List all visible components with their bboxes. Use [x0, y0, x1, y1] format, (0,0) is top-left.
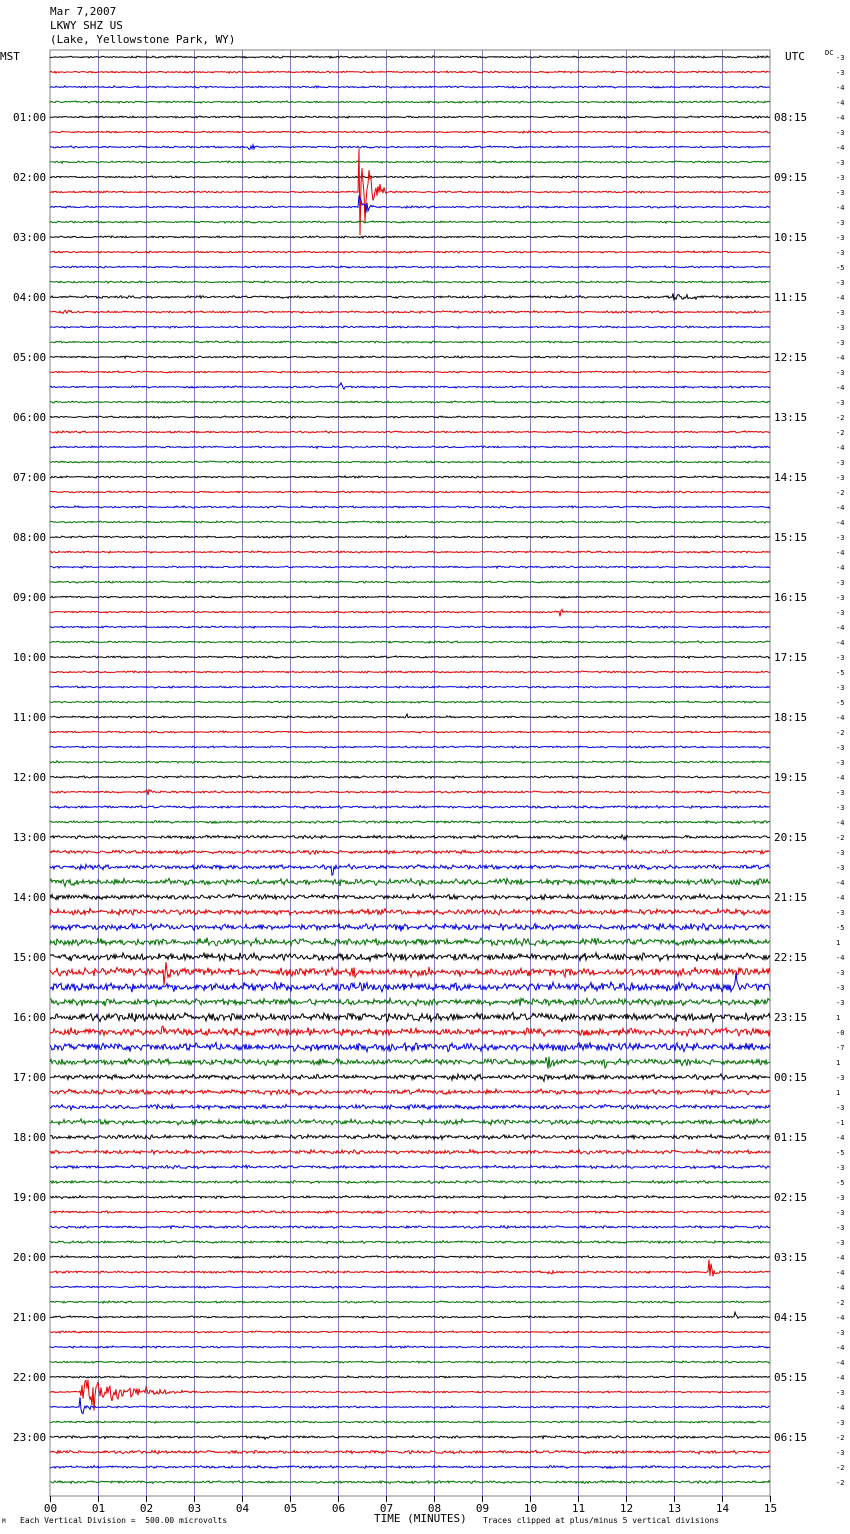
- trace-row-83: [50, 1301, 770, 1303]
- dc-offset-row-77: -3: [836, 1209, 845, 1217]
- utc-label-12: 19:15: [774, 771, 808, 784]
- dc-offset-row-40: -3: [836, 654, 845, 662]
- dc-offset-row-76: -3: [836, 1194, 845, 1202]
- trace-row-64: [50, 1013, 770, 1022]
- utc-label-20: 03:15: [774, 1251, 808, 1264]
- dc-label: DC: [825, 49, 834, 57]
- dc-offset-row-53: -3: [836, 849, 845, 857]
- utc-label-16: 23:15: [774, 1011, 808, 1024]
- trace-row-5: [50, 131, 770, 133]
- dc-offset-row-66: -7: [836, 1044, 845, 1052]
- dc-offset-row-2: -4: [836, 84, 845, 92]
- trace-row-20: [50, 356, 770, 358]
- trace-row-13: [50, 251, 770, 253]
- dc-offset-row-14: -5: [836, 264, 845, 272]
- dc-offset-row-29: -2: [836, 489, 845, 497]
- trace-row-91: [50, 1421, 770, 1423]
- dc-offset-row-65: -0: [836, 1029, 845, 1037]
- x-tick-label-12: 12: [619, 1502, 634, 1515]
- dc-offset-row-62: -3: [836, 984, 845, 992]
- mst-label-21: 21:00: [13, 1311, 47, 1324]
- trace-row-94: [50, 1466, 770, 1469]
- trace-row-57: [50, 909, 770, 916]
- utc-label-4: 11:15: [774, 291, 808, 304]
- dc-offset-row-49: -3: [836, 789, 845, 797]
- trace-row-23: [50, 401, 770, 403]
- trace-row-73: [50, 1150, 770, 1155]
- dc-offset-row-45: -2: [836, 729, 845, 737]
- utc-label-9: 16:15: [774, 591, 808, 604]
- utc-label-19: 02:15: [774, 1191, 808, 1204]
- dc-offset-row-24: -2: [836, 414, 845, 422]
- trace-row-52: [50, 835, 770, 840]
- dc-offset-row-64: 1: [836, 1014, 841, 1022]
- trace-row-55: [50, 878, 770, 886]
- mst-label-14: 14:00: [13, 891, 47, 904]
- trace-row-56: [50, 894, 770, 900]
- dc-offset-row-36: -3: [836, 594, 845, 602]
- trace-row-11: [50, 221, 770, 223]
- trace-row-43: [50, 701, 770, 703]
- dc-offset-row-23: -3: [836, 399, 845, 407]
- dc-offset-row-67: 1: [836, 1059, 841, 1067]
- trace-row-74: [50, 1165, 770, 1169]
- dc-offset-row-22: -4: [836, 384, 845, 392]
- mst-label-15: 15:00: [13, 951, 47, 964]
- trace-row-39: [50, 641, 770, 643]
- x-tick-label-13: 13: [667, 1502, 682, 1515]
- dc-offset-row-87: -4: [836, 1359, 845, 1367]
- dc-offset-row-46: -3: [836, 744, 845, 752]
- trace-row-89: [50, 1380, 770, 1411]
- dc-offset-row-73: -5: [836, 1149, 845, 1157]
- dc-offset-row-54: -3: [836, 864, 845, 872]
- mst-label-7: 07:00: [13, 471, 47, 484]
- trace-row-24: [50, 416, 770, 418]
- dc-offset-row-50: -3: [836, 804, 845, 812]
- dc-offset-row-41: -5: [836, 669, 845, 677]
- dc-offset-row-44: -4: [836, 714, 845, 722]
- trace-row-29: [50, 491, 770, 493]
- dc-offset-row-68: -3: [836, 1074, 845, 1082]
- trace-row-61: [50, 962, 770, 985]
- mst-label-11: 11:00: [13, 711, 47, 724]
- mst-label-9: 09:00: [13, 591, 47, 604]
- dc-offset-row-19: -3: [836, 339, 845, 347]
- date-label: Mar 7,2007: [50, 5, 117, 18]
- dc-offset-row-47: -3: [836, 759, 845, 767]
- dc-offset-row-0: -3: [836, 54, 845, 62]
- dc-offset-row-61: -3: [836, 969, 845, 977]
- mst-label-1: 01:00: [13, 111, 47, 124]
- trace-row-1: [50, 71, 770, 73]
- mst-label-5: 05:00: [13, 351, 47, 364]
- dc-offset-row-52: -2: [836, 834, 845, 842]
- trace-row-53: [50, 850, 770, 854]
- x-tick-label-03: 03: [187, 1502, 202, 1515]
- dc-offset-row-71: -1: [836, 1119, 845, 1127]
- trace-row-44: [50, 714, 770, 718]
- trace-row-77: [50, 1210, 770, 1213]
- dc-offset-row-33: -4: [836, 549, 845, 557]
- x-tick-label-07: 07: [379, 1502, 394, 1515]
- trace-row-28: [50, 476, 770, 478]
- trace-row-45: [50, 731, 770, 733]
- utc-label-18: 01:15: [774, 1131, 808, 1144]
- trace-row-68: [50, 1074, 770, 1081]
- trace-row-36: [50, 596, 770, 598]
- trace-row-58: [50, 923, 770, 931]
- utc-label-14: 21:15: [774, 891, 808, 904]
- x-tick-label-11: 11: [571, 1502, 586, 1515]
- dc-offset-row-75: -5: [836, 1179, 845, 1187]
- mst-label-20: 20:00: [13, 1251, 47, 1264]
- utc-label-3: 10:15: [774, 231, 808, 244]
- dc-offset-row-80: -4: [836, 1254, 845, 1262]
- trace-row-67: [50, 1057, 770, 1069]
- trace-row-16: [50, 293, 770, 299]
- corner-mark: M: [2, 1518, 6, 1525]
- trace-row-93: [50, 1450, 770, 1454]
- axis-labels: [13, 54, 844, 1515]
- dc-offset-row-83: -2: [836, 1299, 845, 1307]
- utc-label-13: 20:15: [774, 831, 808, 844]
- dc-offset-row-78: -3: [836, 1224, 845, 1232]
- dc-offset-row-91: -3: [836, 1419, 845, 1427]
- mst-label-2: 02:00: [13, 171, 47, 184]
- dc-offset-row-3: -4: [836, 99, 845, 107]
- trace-row-18: [50, 326, 770, 328]
- trace-row-27: [50, 461, 770, 463]
- dc-offset-row-81: -4: [836, 1269, 845, 1277]
- mst-label-12: 12:00: [13, 771, 47, 784]
- x-tick-label-06: 06: [331, 1502, 346, 1515]
- dc-offset-row-12: -3: [836, 234, 845, 242]
- utc-label-15: 22:15: [774, 951, 808, 964]
- trace-row-26: [50, 446, 770, 448]
- dc-offset-row-72: -4: [836, 1134, 845, 1142]
- trace-row-12: [50, 236, 770, 238]
- trace-row-85: [50, 1331, 770, 1333]
- x-tick-label-02: 02: [139, 1502, 154, 1515]
- utc-axis-label: UTC: [785, 50, 805, 63]
- trace-row-63: [50, 998, 770, 1006]
- dc-offset-row-25: -2: [836, 429, 845, 437]
- dc-offset-row-38: -4: [836, 624, 845, 632]
- dc-offset-row-21: -3: [836, 369, 845, 377]
- trace-row-71: [50, 1119, 770, 1125]
- dc-offset-row-55: -4: [836, 879, 845, 887]
- dc-offset-row-34: -4: [836, 564, 845, 572]
- trace-row-3: [50, 101, 770, 103]
- trace-row-34: [50, 566, 770, 568]
- mst-label-23: 23:00: [13, 1431, 47, 1444]
- utc-label-17: 00:15: [774, 1071, 808, 1084]
- dc-offset-row-79: -3: [836, 1239, 845, 1247]
- dc-offset-row-94: -2: [836, 1464, 845, 1472]
- trace-row-49: [50, 790, 770, 795]
- dc-offset-row-35: -3: [836, 579, 845, 587]
- dc-offset-row-89: -3: [836, 1389, 845, 1397]
- trace-row-6: [50, 145, 770, 149]
- dc-offset-row-28: -3: [836, 474, 845, 482]
- dc-offset-row-48: -4: [836, 774, 845, 782]
- dc-offset-row-57: -3: [836, 909, 845, 917]
- utc-label-11: 18:15: [774, 711, 808, 724]
- dc-offset-row-51: -4: [836, 819, 845, 827]
- trace-row-62: [50, 973, 770, 992]
- dc-offset-row-7: -3: [836, 159, 845, 167]
- dc-offset-row-5: -3: [836, 129, 845, 137]
- dc-offset-row-43: -5: [836, 699, 845, 707]
- dc-offset-row-18: -3: [836, 324, 845, 332]
- trace-row-87: [50, 1361, 770, 1363]
- utc-label-8: 15:15: [774, 531, 808, 544]
- trace-row-95: [50, 1481, 770, 1484]
- scale-note: Each Vertical Division = 500.00 microvolts: [20, 1516, 228, 1525]
- x-axis-title: TIME (MINUTES): [374, 1512, 467, 1525]
- dc-offset-row-1: -3: [836, 69, 845, 77]
- trace-row-75: [50, 1180, 770, 1183]
- dc-offset-row-20: -4: [836, 354, 845, 362]
- trace-row-32: [50, 536, 770, 538]
- trace-row-79: [50, 1241, 770, 1244]
- clip-note: Traces clipped at plus/minus 5 vertical divisions: [483, 1516, 720, 1525]
- trace-row-70: [50, 1104, 770, 1109]
- utc-label-23: 06:15: [774, 1431, 808, 1444]
- dc-offset-row-10: -4: [836, 204, 845, 212]
- trace-row-40: [50, 656, 770, 658]
- mst-label-6: 06:00: [13, 411, 47, 424]
- trace-row-4: [50, 116, 770, 118]
- trace-row-60: [50, 953, 770, 962]
- trace-row-50: [50, 806, 770, 809]
- dc-offset-row-95: -2: [836, 1479, 845, 1487]
- dc-offset-row-63: -3: [836, 999, 845, 1007]
- trace-lines: [50, 56, 770, 1484]
- trace-row-80: [50, 1256, 770, 1259]
- mst-label-16: 16:00: [13, 1011, 47, 1024]
- dc-offset-row-16: -4: [836, 294, 845, 302]
- dc-offset-row-31: -4: [836, 519, 845, 527]
- trace-row-31: [50, 521, 770, 523]
- mst-label-8: 08:00: [13, 531, 47, 544]
- trace-row-86: [50, 1346, 770, 1348]
- utc-label-22: 05:15: [774, 1371, 808, 1384]
- mst-label-3: 03:00: [13, 231, 47, 244]
- x-tick-label-14: 14: [715, 1502, 730, 1515]
- trace-row-25: [50, 431, 770, 433]
- trace-row-92: [50, 1436, 770, 1440]
- trace-row-42: [50, 686, 770, 688]
- dc-offset-row-82: -4: [836, 1284, 845, 1292]
- x-tick-label-01: 01: [91, 1502, 106, 1515]
- dc-offset-row-17: -3: [836, 309, 845, 317]
- mst-label-17: 17:00: [13, 1071, 47, 1084]
- location-label: (Lake, Yellowstone Park, WY): [50, 33, 236, 46]
- x-tick-label-05: 05: [283, 1502, 298, 1515]
- dc-offset-row-86: -4: [836, 1344, 845, 1352]
- trace-row-30: [50, 506, 770, 508]
- utc-label-21: 04:15: [774, 1311, 808, 1324]
- x-tick-label-00: 00: [43, 1502, 58, 1515]
- utc-label-1: 08:15: [774, 111, 808, 124]
- utc-label-10: 17:15: [774, 651, 808, 664]
- trace-row-88: [50, 1376, 770, 1378]
- trace-row-54: [50, 864, 770, 875]
- mst-label-10: 10:00: [13, 651, 47, 664]
- mst-label-19: 19:00: [13, 1191, 47, 1204]
- dc-offset-row-6: -4: [836, 144, 845, 152]
- dc-offset-row-56: -4: [836, 894, 845, 902]
- trace-row-10: [50, 196, 770, 213]
- dc-offset-row-60: -4: [836, 954, 845, 962]
- trace-row-17: [50, 310, 770, 313]
- trace-row-47: [50, 761, 770, 763]
- dc-offset-row-93: -3: [836, 1449, 845, 1457]
- trace-row-33: [50, 551, 770, 553]
- trace-row-84: [50, 1312, 770, 1318]
- trace-row-48: [50, 776, 770, 779]
- trace-row-41: [50, 671, 770, 673]
- dc-offset-row-42: -3: [836, 684, 845, 692]
- x-tick-label-09: 09: [475, 1502, 490, 1515]
- trace-row-14: [50, 266, 770, 268]
- trace-row-69: [50, 1089, 770, 1095]
- dc-offset-row-69: 1: [836, 1089, 841, 1097]
- dc-offset-row-59: 1: [836, 939, 841, 947]
- dc-offset-row-37: -3: [836, 609, 845, 617]
- trace-row-51: [50, 821, 770, 824]
- trace-row-0: [50, 56, 770, 58]
- dc-offset-row-39: -4: [836, 639, 845, 647]
- trace-row-22: [50, 383, 770, 389]
- trace-row-7: [50, 161, 770, 163]
- dc-offset-row-84: -4: [836, 1314, 845, 1322]
- trace-row-37: [50, 609, 770, 616]
- trace-row-82: [50, 1286, 770, 1288]
- dc-offset-row-4: -4: [836, 114, 845, 122]
- utc-label-5: 12:15: [774, 351, 808, 364]
- station-label: LKWY SHZ US: [50, 19, 123, 32]
- trace-row-81: [50, 1260, 770, 1277]
- trace-row-59: [50, 938, 770, 946]
- utc-label-7: 14:15: [774, 471, 808, 484]
- x-tick-label-10: 10: [523, 1502, 538, 1515]
- mst-label-22: 22:00: [13, 1371, 47, 1384]
- dc-offset-row-70: -3: [836, 1104, 845, 1112]
- mst-label-13: 13:00: [13, 831, 47, 844]
- trace-row-72: [50, 1135, 770, 1140]
- dc-offset-row-9: -3: [836, 189, 845, 197]
- trace-row-8: [50, 176, 770, 178]
- mst-label-4: 04:00: [13, 291, 47, 304]
- trace-row-65: [50, 1026, 770, 1036]
- trace-row-21: [50, 371, 770, 373]
- dc-offset-row-90: -4: [836, 1404, 845, 1412]
- trace-row-19: [50, 341, 770, 343]
- dc-offset-row-30: -4: [836, 504, 845, 512]
- mst-label-18: 18:00: [13, 1131, 47, 1144]
- x-tick-label-15: 15: [763, 1502, 778, 1515]
- dc-offset-row-32: -3: [836, 534, 845, 542]
- mst-axis-label: MST: [0, 50, 20, 63]
- dc-offset-row-92: -2: [836, 1434, 845, 1442]
- dc-offset-row-85: -3: [836, 1329, 845, 1337]
- trace-row-90: [50, 1397, 770, 1413]
- trace-row-15: [50, 281, 770, 283]
- dc-offset-row-15: -3: [836, 279, 845, 287]
- x-tick-label-04: 04: [235, 1502, 250, 1515]
- utc-label-6: 13:15: [774, 411, 808, 424]
- trace-row-66: [50, 1043, 770, 1052]
- x-tick-label-08: 08: [427, 1502, 442, 1515]
- trace-row-78: [50, 1226, 770, 1229]
- trace-row-35: [50, 581, 770, 583]
- dc-offset-row-58: -5: [836, 924, 845, 932]
- dc-offset-row-74: -3: [836, 1164, 845, 1172]
- utc-label-2: 09:15: [774, 171, 808, 184]
- dc-offset-row-13: -3: [836, 249, 845, 257]
- dc-offset-row-88: -4: [836, 1374, 845, 1382]
- trace-row-76: [50, 1196, 770, 1199]
- dc-offset-row-27: -3: [836, 459, 845, 467]
- trace-row-46: [50, 746, 770, 748]
- dc-offset-row-11: -3: [836, 219, 845, 227]
- dc-offset-row-8: -3: [836, 174, 845, 182]
- trace-row-38: [50, 626, 770, 628]
- dc-offset-row-26: -4: [836, 444, 845, 452]
- trace-row-2: [50, 86, 770, 88]
